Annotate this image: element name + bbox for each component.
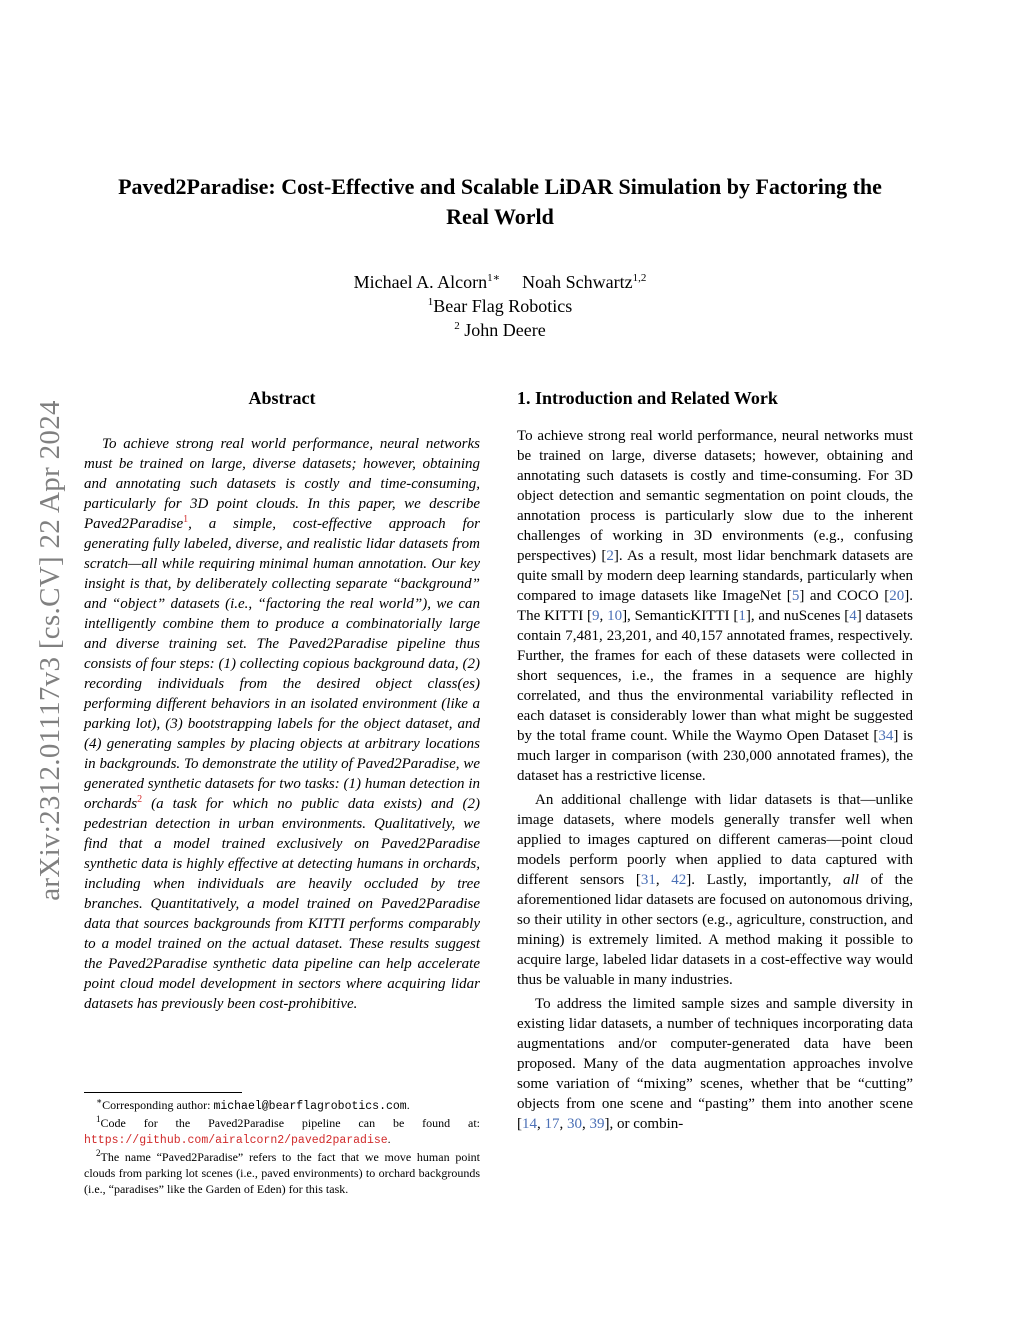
footnote-2: $^2$The name “Paved2Paradise” refers to the fact that we move human point clouds from parking lot scenes (i.e., paved environments) to orchard backgrounds (i.e., “paradises” like the Garden of Eden) for this task.	[84, 1148, 480, 1196]
citation-link[interactable]: 17	[544, 1116, 560, 1132]
citation-link[interactable]: 1	[738, 608, 746, 624]
citation-link[interactable]: 30	[567, 1116, 582, 1132]
abstract-heading: Abstract	[248, 388, 316, 408]
arxiv-identifier-text: arXiv:2312.01117v3 [cs.CV] 22 Apr 2024	[33, 399, 66, 901]
author-name: Michael A. Alcorn	[353, 272, 488, 292]
citation-link[interactable]: 20	[889, 588, 905, 604]
citation-link[interactable]: 9	[592, 608, 600, 624]
intro-paragraph-1: To achieve strong real world performance, neural networks must be trained on large, diverse datasets; however, obtaining and annotating such datasets is costly and time-consuming. For 3D object detection and semantic segmentation on point clouds, the annotation process is particularly slow due to the inherent challenges of working in 3D environments (e.g., confusing perspectives) [2]. As a result, most lidar benchmark datasets are quite small by modern deep learning standards, particularly when compared to image datasets like ImageNet [5] and COCO [20]. The KITTI [9, 10], SemanticKITTI [1], and nuScenes [4] datasets contain 7,481, 23,201, and 40,157 annotated frames, respectively. Further, the frames for each of these datasets were collected in short sequences, i.e., the frames in a sequence are highly correlated, and thus the environmental variability reflected in each dataset is considerably lower than what might be suggested by the total frame count. While the Waymo Open Dataset [34] is much larger in comparison (with 230,000 annotated frames), the dataset has a restrictive license.	[517, 428, 914, 784]
citation-link[interactable]: 34	[878, 728, 894, 744]
author-line	[200, 270, 800, 294]
footnote-divider	[84, 1092, 242, 1093]
footnote-link[interactable]: 1	[183, 514, 189, 525]
abstract-text: To achieve strong real world performance, neural networks must be trained on large, diverse datasets; however, obtaining and annotating such datasets is costly and time-consuming, particularly for 3D point clouds. In this paper, we describe Paved2Paradise$^1$, a simple, cost-effective approach for generating fully labeled, diverse, and realistic lidar datasets from scratch—all while requiring minimal human annotation. Our key insight is that, by deliberately collecting separate “background” and “object” datasets (i.e., “factoring the real world”), we can intelligently combine them to produce a combinatorially large and diverse training set. The Paved2Paradise pipeline thus consists of four steps: (1) collecting copious background data, (2) recording individuals from the desired object class(es) performing different behaviors in an isolated environment (like a parking lot), (3) bootstrapping labels for the object dataset, and (4) generating samples by placing objects at arbitrary locations in backgrounds. To demonstrate the utility of Paved2Paradise, we generated synthetic datasets for two tasks: (1) human detection in orchards$^2$ (a task for which no public data exists) and (2) pedestrian detection in urban environments. Qualitatively, we find that a model trained exclusively on Paved2Paradise synthetic data is highly effective at detecting humans in orchards, including when individuals are heavily occluded by tree branches. Quantitatively, a model trained on Paved2Paradise data that sources backgrounds from KITTI performs comparably to a model trained on the actual dataset. These results suggest the Paved2Paradise synthetic data pipeline can help accelerate point cloud model development in sectors where acquiring lidar datasets has previously been cost-prohibitive.	[84, 436, 480, 1012]
affiliation: $^2$ John Deere	[454, 320, 546, 340]
arxiv-identifier	[26, 350, 74, 950]
citation-link[interactable]: 2	[606, 548, 614, 564]
section-heading: 1. Introduction and Related Work	[517, 388, 778, 408]
citation-link[interactable]: 10	[607, 608, 623, 624]
author-block	[200, 270, 800, 342]
citation-link[interactable]: 14	[522, 1116, 537, 1132]
footnote-1: $^1$Code for the Paved2Paradise pipeline can be found at: https://github.com/airalcorn2/paved2paradise.	[84, 1114, 480, 1147]
citation-link[interactable]: 42	[671, 872, 687, 888]
left-column	[84, 386, 480, 1014]
email-address: michael@bearflagrobotics.com	[213, 1100, 407, 1113]
code-url-link[interactable]: https://github.com/airalcorn2/paved2paradise	[84, 1134, 388, 1147]
intro-paragraph-3: To address the limited sample sizes and sample diversity in existing lidar datasets, a number of techniques incorporating data augmentations and/or computer-generated data have been proposed. Many of the data augmentation approaches involve some variation of “mixing” scenes, whether that be “cutting” objects from one scene and “pasting” them into another scene [14, 17, 30, 39], or combin-	[517, 996, 913, 1132]
citation-link[interactable]: 4	[849, 608, 857, 624]
citation-link[interactable]: 31	[640, 872, 656, 888]
footnote-link[interactable]: 2	[137, 794, 143, 805]
intro-paragraph-2: An additional challenge with lidar datasets is that—unlike image datasets, where models generally transfer well when applied to images captured on different cameras—point cloud models perform poorly when applied to data captured with different sensors [31, 42]. Lastly, importantly, all of the aforementioned lidar datasets are focused on autonomous driving, so their utility in other sectors (e.g., agriculture, construction, and mining) is extremely limited. A method making it possible to acquire large, labeled lidar datasets in a cost-effective way would thus be valuable in many industries.	[517, 792, 914, 988]
author-superscript: 1,2	[632, 272, 647, 284]
affiliation: $^1$Bear Flag Robotics	[427, 296, 573, 316]
footnotes	[84, 1092, 480, 1197]
author-superscript: 1∗	[487, 272, 501, 284]
author-name: Noah Schwartz	[522, 272, 633, 292]
paper-title: Paved2Paradise: Cost-Effective and Scalable LiDAR Simulation by Factoring the Real World	[118, 174, 882, 229]
citation-link[interactable]: 5	[791, 588, 800, 604]
citation-link[interactable]: 39	[589, 1116, 605, 1132]
right-column	[517, 386, 913, 1134]
footnote-corresponding: ∗Corresponding author: michael@bearflagrobotics.com.	[96, 1096, 410, 1113]
